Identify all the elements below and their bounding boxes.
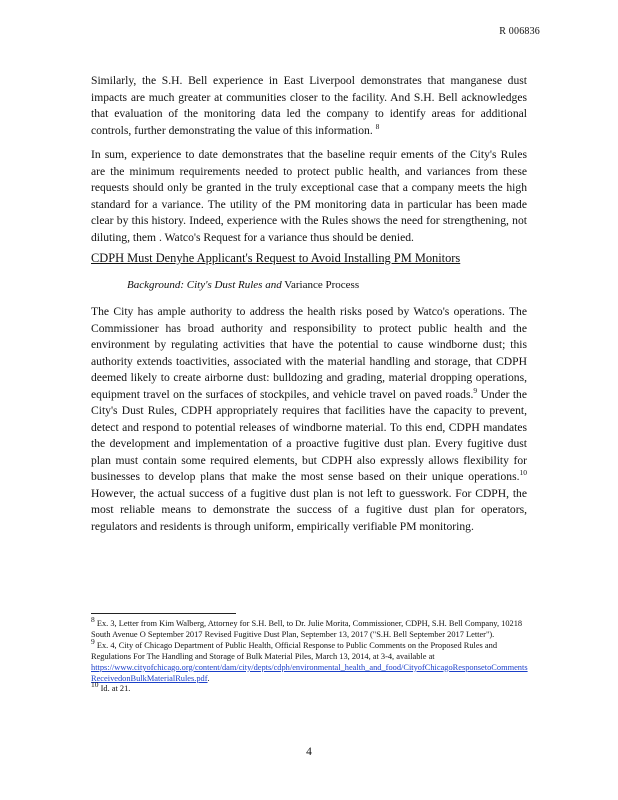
paragraph-text: In sum, experience to date demonstrates that the baseline requir ements of the City's Rules are the minimum requirements needed to protect public health, and variances from these requests should only be granted in the truly exceptional case that a company meets the high standard for a variance. The utility of the PM monitoring data in particular has been made clear by this history. Indeed, experience with the Rules shows the need for strengthening, not diluting, them . Watco's Request for a variance thus should be denied. bbox=[91, 148, 527, 244]
footnotes bbox=[91, 615, 531, 695]
subheading-plain: Variance Process bbox=[281, 279, 360, 291]
page-number: 4 bbox=[306, 746, 312, 758]
paragraph-summary bbox=[91, 147, 527, 246]
footnote-ref-10[interactable]: 10 bbox=[519, 468, 527, 478]
footnote-link-end: . bbox=[207, 673, 210, 683]
paragraph-manganese bbox=[91, 73, 527, 139]
footnote-text: Id. at 21. bbox=[98, 684, 131, 694]
paragraph-text-c: However, the actual success of a fugitive dust plan is not left to guesswork. For CDPH, the most reliable means to demonstrate the success of a fugitive dust plan for operators, regulators and residents is through uniform, empirically verifiable PM monitoring. bbox=[91, 486, 527, 533]
subheading-italic: Background: City's Dust Rules and bbox=[127, 279, 282, 291]
section-heading: CDPH Must Denyhe Applicant's Request to Avoid Installing PM Monitors bbox=[91, 251, 461, 265]
section-subheading bbox=[127, 279, 359, 291]
footnote-number: 9 bbox=[91, 637, 95, 647]
footnote-10 bbox=[91, 680, 531, 695]
footnote-text: Ex. 4, City of Chicago Department of Public Health, Official Response to Public Comments on the Proposed Rules and Regulations For The Handling and Storage of Bulk Material Piles, March 13, 2014, at 3-4, available at bbox=[91, 640, 498, 661]
footnote-9 bbox=[91, 637, 531, 685]
paragraph-authority bbox=[91, 304, 527, 535]
footnote-8 bbox=[91, 615, 531, 641]
paragraph-text: Similarly, the S.H. Bell experience in East Liverpool demonstrates that manganese dust impacts are much greater at communities closer to the facility. And S.H. Bell acknowledges that evaluation of the monitoring data led the company to identify areas for additional controls, further demonstrating the value of this information. bbox=[91, 74, 527, 137]
footnote-number: 10 bbox=[91, 680, 99, 690]
footnote-link[interactable]: https://www.cityofchicago.org/content/dam/city/depts/cdph/environmental_health_and_food/CityofChicagoResponsetoCommentsReceivedonBulkMaterialRules.pdf bbox=[91, 662, 528, 683]
footnote-number: 8 bbox=[91, 615, 95, 625]
paragraph-text-b: Under the City's Dust Rules, CDPH appropriately requires that facilities have the capacity to prevent, detect and respond to potential releases of windborne material. To this end, CDPH mandates the development and implementation of a proactive fugitive dust plan. Every fugitive dust plan must contain some required elements, but CDPH also expressly allows flexibility for businesses to develop plans that make the most sense based on their unique operations. bbox=[91, 387, 527, 483]
footnote-ref-9[interactable]: 9 bbox=[473, 385, 478, 395]
footnote-text: Ex. 3, Letter from Kim Walberg, Attorney for S.H. Bell, to Dr. Julie Morita, Commissioner, CDPH, S.H. Bell Company, 10218 South Avenue O September 2017 Revised Fugitive Dust Plan, September 13, 2017 ("S.H. Bell September 2017 Letter"). bbox=[91, 619, 523, 639]
footnote-ref-8[interactable]: 8 bbox=[375, 121, 380, 131]
bates-number: R 006836 bbox=[499, 26, 540, 37]
paragraph-text-a: The City has ample authority to address the health risks posed by Watco's operations. The Commissioner has broad authority and responsibility to protect public health and the environment by regulating activities that have the potential to cause windborne dust; this authority extends toactivities, associated with the material handling and storage, that CDPH deemed likely to create airborne dust: bulldozing and grading, material dropping operations, equipment travel on the surfaces of stockpiles, and vehicle travel on paved roads. bbox=[91, 305, 527, 401]
footnote-separator bbox=[91, 613, 236, 614]
